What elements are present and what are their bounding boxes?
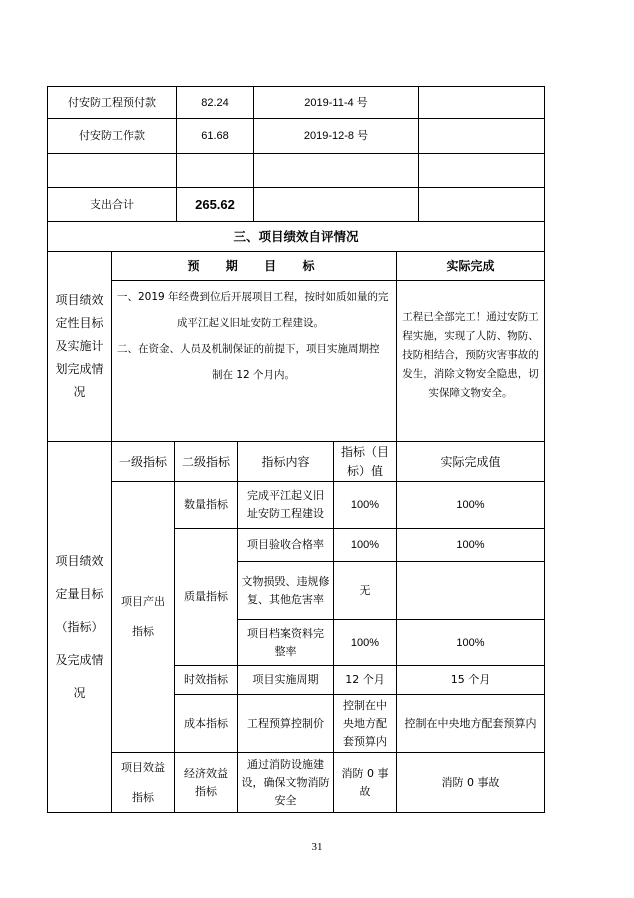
expense-row-1-label: 付安防工程预付款 [68, 95, 156, 109]
text-line: 技防相结合，预防灾害事故的 [402, 349, 539, 361]
section-title: 三、项目绩效自评情况 [233, 228, 359, 244]
cell-line: 经济效益 [184, 766, 228, 780]
cell-line: 项目效益 [121, 760, 165, 774]
expense-total-label: 支出合计 [90, 197, 134, 211]
text-line: 成平江起义旧址安防工程建设。 [177, 317, 324, 329]
cell-line: 央地方配 [343, 716, 387, 730]
indicator-content [238, 753, 333, 812]
cell-line: 整率 [274, 644, 297, 658]
text-line: 制在 12 个月内。 [212, 369, 296, 381]
rule [47, 153, 545, 154]
cell-line: 故 [359, 784, 371, 798]
indicator-target [334, 695, 396, 752]
indicator-actual: 100% [456, 499, 485, 511]
cell-line: 安全 [274, 793, 297, 807]
label-line: 况 [73, 685, 86, 700]
indicator-content: 项目实施周期 [252, 673, 319, 686]
text-line: 发生，消除文物安全隐患，切 [402, 368, 539, 380]
label-line: 及完成情 [55, 652, 104, 667]
expense-total-amount: 265.62 [195, 196, 235, 212]
indicator-actual: 100% [456, 539, 485, 551]
label-line: 及实施计 [55, 339, 104, 353]
text-line: 工程已全部完工！通过安防工 [402, 311, 539, 323]
table-border-bottom [47, 812, 545, 813]
level1-output [112, 482, 174, 752]
cell-line: 完成平江起义旧 [247, 489, 324, 502]
expected-goal-header: 预 期 目 标 [187, 259, 321, 273]
label-line: 划完成情 [55, 362, 104, 376]
text-line: 实保障文物安全。 [428, 387, 513, 399]
expense-row-2-date: 2019-12-8 号 [303, 130, 369, 142]
text-line: 程实施，实现了人防、物防、 [402, 330, 539, 342]
indicator-actual: 15 个月 [450, 673, 491, 686]
indicator-content [238, 620, 333, 665]
label-line: 定量目标 [55, 586, 104, 601]
header-level1: 一级指标 [118, 454, 167, 469]
label-line: 况 [73, 385, 86, 399]
cell-line: 址安防工程建设 [247, 507, 324, 520]
text-line: 一、2019 年经费到位后开展项目工程，按时如质如量的完 [117, 291, 389, 303]
cell-line: 指标 [132, 625, 154, 638]
cell-line: 套预算内 [343, 734, 387, 748]
level1-benefit [112, 753, 174, 812]
label-line: 项目绩效 [55, 293, 104, 307]
cell-line: 指标 [195, 784, 217, 798]
quantitative-row-label [48, 442, 111, 812]
expense-row-1-date: 2019-11-4 号 [304, 96, 368, 109]
cell-line: 控制在中 [343, 698, 387, 712]
cell-line: 设，确保文物消防 [241, 775, 330, 789]
cell-line: 消防 0 事 [341, 766, 389, 780]
indicator-target: 无 [359, 583, 371, 597]
actual-completion-text [398, 308, 543, 403]
indicator-actual: 100% [456, 636, 485, 649]
indicator-target: 100% [350, 539, 380, 551]
indicator-actual [397, 562, 544, 619]
indicator-target: 100% [350, 636, 380, 649]
expected-goal-text [117, 284, 393, 388]
level2-cost: 成本指标 [184, 716, 228, 730]
table-border-right [544, 86, 545, 813]
expense-row-2-label: 付安防工作款 [79, 129, 145, 142]
label-line: 定性目标 [55, 316, 104, 330]
indicator-content: 项目验收合格率 [247, 538, 324, 551]
actual-completion-header: 实际完成 [446, 259, 495, 273]
header-line: 指标（目 [340, 444, 389, 459]
rule [418, 86, 419, 221]
indicator-content [238, 482, 333, 528]
indicator-target: 100% [350, 499, 380, 511]
cell-line: 文物损毁、违规修 [241, 574, 330, 588]
level2-timeliness: 时效指标 [184, 673, 228, 686]
label-line: 项目绩效 [55, 553, 104, 568]
expense-row-1-amount: 82.24 [201, 96, 229, 109]
qualitative-row-label [48, 252, 111, 441]
text-line: 二、在资金、人员及机制保证的前提下，项目实施周期控 [117, 343, 380, 355]
cell-line: 指标 [132, 790, 154, 804]
cell-line: 复、其他危害率 [247, 592, 324, 606]
header-target [334, 442, 396, 481]
indicator-content: 工程预算控制价 [247, 716, 324, 730]
header-content: 指标内容 [261, 454, 310, 469]
indicator-actual: 消防 0 事故 [441, 775, 500, 789]
cell-line: 项目档案资料完 [247, 626, 324, 640]
cell-line: 通过消防设施建 [247, 757, 324, 771]
header-line: 标）值 [346, 463, 383, 478]
indicator-content [238, 562, 333, 619]
page-number: 31 [311, 841, 323, 853]
cell-line: 项目产出 [121, 595, 165, 608]
indicator-target [334, 753, 396, 812]
level2-economic [175, 753, 237, 812]
level2-quality: 质量指标 [184, 590, 228, 603]
expense-row-2-amount: 61.68 [201, 130, 229, 142]
indicator-actual: 控制在中央地方配套预算内 [404, 716, 537, 730]
header-actual: 实际完成值 [440, 454, 501, 469]
label-line: （指标） [55, 619, 104, 634]
indicator-target: 12 个月 [345, 673, 385, 686]
rule [111, 280, 545, 281]
header-level2: 二级指标 [181, 454, 230, 469]
level2-quantity: 数量指标 [184, 498, 228, 511]
